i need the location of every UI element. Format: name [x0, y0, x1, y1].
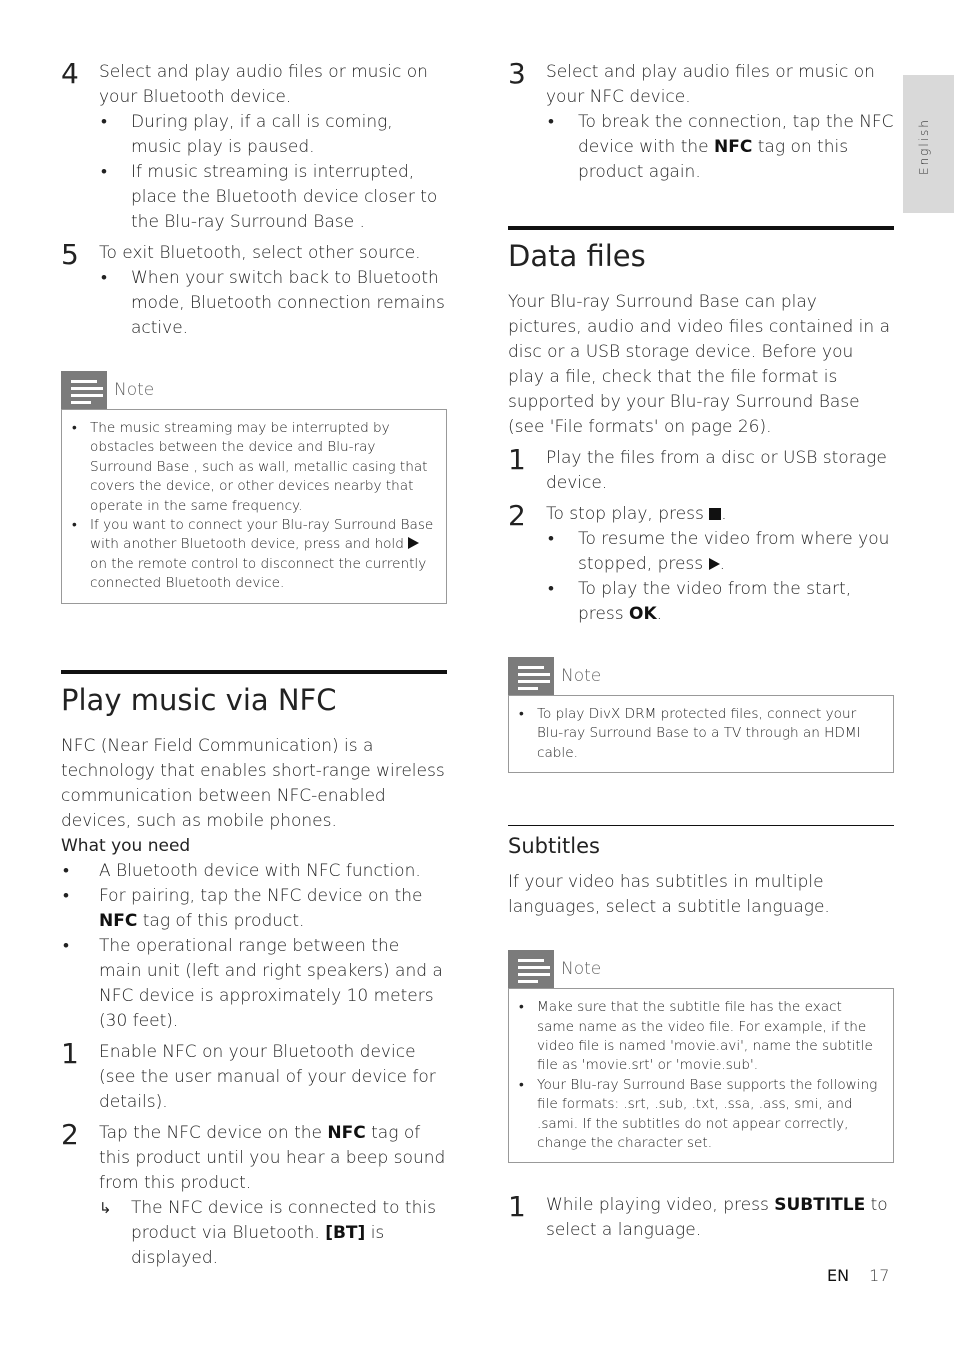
step-3	[508, 57, 894, 185]
data-intro: Your Blu-ray Surround Base can play pictures, audio and video files contained in a disc or a USB storage device. Before you play a file, check that the file format is supported by your Blu-ray Surround Base (see 'File formats' on page 26).	[508, 292, 891, 437]
note-box	[508, 988, 894, 1163]
step-text: To stop play, press .	[546, 504, 727, 524]
result-arrow-icon: ↳	[99, 1198, 112, 1217]
nfc-step-2	[61, 1117, 447, 1271]
note-item: • Make sure that the subtitle file has the exact same name as the video file. For example, if the video file is named 'movie.avi', name the subtitle file as 'movie.srt' or 'movie.sub'.	[519, 999, 873, 1074]
note-divx	[508, 657, 894, 773]
note-bluetooth	[61, 371, 447, 604]
step-number: 3	[508, 57, 526, 90]
section-rule	[61, 670, 447, 674]
bullet-item: • If music streaming is interrupted, place the Bluetooth device closer to the Blu-ray Surround Base .	[101, 162, 438, 232]
data-step-1	[508, 443, 894, 496]
note-label: Note	[561, 959, 602, 980]
language-tab	[903, 75, 954, 213]
section-rule	[508, 226, 894, 230]
note-item: • To play DivX DRM protected files, connect your Blu-ray Surround Base to a TV through an HDMI cable.	[519, 706, 861, 761]
page-footer	[827, 1266, 889, 1285]
left-column	[61, 57, 447, 1271]
section-title-subtitles: Subtitles	[508, 834, 600, 859]
bullet-item: • To break the connection, tap the NFC device with the NFC tag on this product again.	[548, 112, 894, 182]
step-number: 1	[508, 443, 526, 476]
need-item: • For pairing, tap the NFC device on the NFC tag of this product.	[63, 885, 423, 931]
step-number: 5	[61, 238, 79, 271]
bullet-item: • To play the video from the start, press OK.	[548, 579, 852, 624]
step-number: 2	[508, 499, 526, 532]
note-icon	[61, 371, 107, 409]
step-5	[61, 238, 447, 341]
nfc-intro: NFC (Near Field Communication) is a technology that enables short-range wireless communication between NFC-enabled devices, such as mobile phones.	[61, 735, 445, 831]
need-item: • The operational range between the main unit (left and right speakers) and a NFC device is approximately 10 meters (30 feet).	[63, 935, 443, 1031]
subtitles-intro: If your video has subtitles in multiple languages, select a subtitle language.	[508, 872, 830, 918]
note-label: Note	[561, 666, 602, 686]
language-tab-label: English	[917, 118, 931, 175]
subtitles-step-1	[508, 1190, 894, 1243]
stop-icon	[709, 508, 721, 520]
bullet-item: • During play, if a call is coming, music play is paused.	[101, 112, 393, 157]
note-icon	[508, 657, 554, 695]
step-text: Select and play audio files or music on your Bluetooth device.	[99, 62, 428, 107]
need-item: • A Bluetooth device with NFC function.	[63, 860, 421, 881]
note-item: • If you want to connect your Blu-ray Surround Base with another Bluetooth device, press and hold on the remote control to disconnect the currently connected Bluetooth device.	[72, 517, 434, 592]
play-icon	[709, 558, 720, 570]
note-box	[61, 409, 447, 604]
need-list	[61, 859, 447, 1034]
note-box	[508, 695, 894, 773]
result-item: ↳ The NFC device is connected to this product via Bluetooth. [BT] is displayed.	[99, 1197, 436, 1268]
step-bullets	[99, 110, 447, 235]
step-number: 1	[508, 1190, 526, 1224]
step-4	[61, 57, 447, 235]
what-you-need-label: What you need	[61, 835, 191, 856]
step-text: Enable NFC on your Bluetooth device (see the user manual of your device for details).	[99, 1041, 436, 1112]
subsection-rule	[508, 825, 894, 826]
step-text: While playing video, press SUBTITLE to select a language.	[546, 1195, 888, 1241]
step-number: 1	[61, 1036, 79, 1070]
note-subtitles	[508, 950, 894, 1163]
section-title-data-files: Data files	[508, 239, 646, 273]
note-label: Note	[114, 380, 155, 400]
nfc-step-1	[61, 1036, 447, 1115]
play-icon	[408, 537, 419, 549]
footer-lang: EN	[827, 1266, 850, 1285]
section-title-nfc: Play music via NFC	[61, 682, 337, 717]
data-step-2	[508, 499, 894, 627]
step-text: Play the files from a disc or USB storage device.	[546, 448, 887, 493]
note-icon	[508, 950, 554, 988]
step-text: Tap the NFC device on the NFC tag of this product until you hear a beep sound from this product.	[99, 1122, 446, 1193]
step-text: To exit Bluetooth, select other source.	[99, 243, 421, 263]
bullet-item: • When your switch back to Bluetooth mode, Bluetooth connection remains active.	[101, 268, 445, 338]
note-item: • The music streaming may be interrupted by obstacles between the device and Blu-ray Surround Base , such as wall, metallic casing that covers the device, or other devices nearby that operate in the same frequency.	[72, 420, 428, 514]
bullet-item: • To resume the video from where you stopped, press .	[548, 529, 890, 574]
note-item: • Your Blu-ray Surround Base supports the following file formats: .srt, .sub, .txt, .ssa, .ass, smi, and .sami. If the subtitles do not appear correctly, change the character set.	[519, 1076, 878, 1152]
step-number: 2	[61, 1117, 79, 1151]
page-number: 17	[869, 1266, 890, 1285]
right-column	[508, 57, 894, 1243]
step-number: 4	[61, 57, 79, 90]
step-bullets	[99, 266, 447, 341]
step-text: Select and play audio files or music on your NFC device.	[546, 62, 875, 107]
